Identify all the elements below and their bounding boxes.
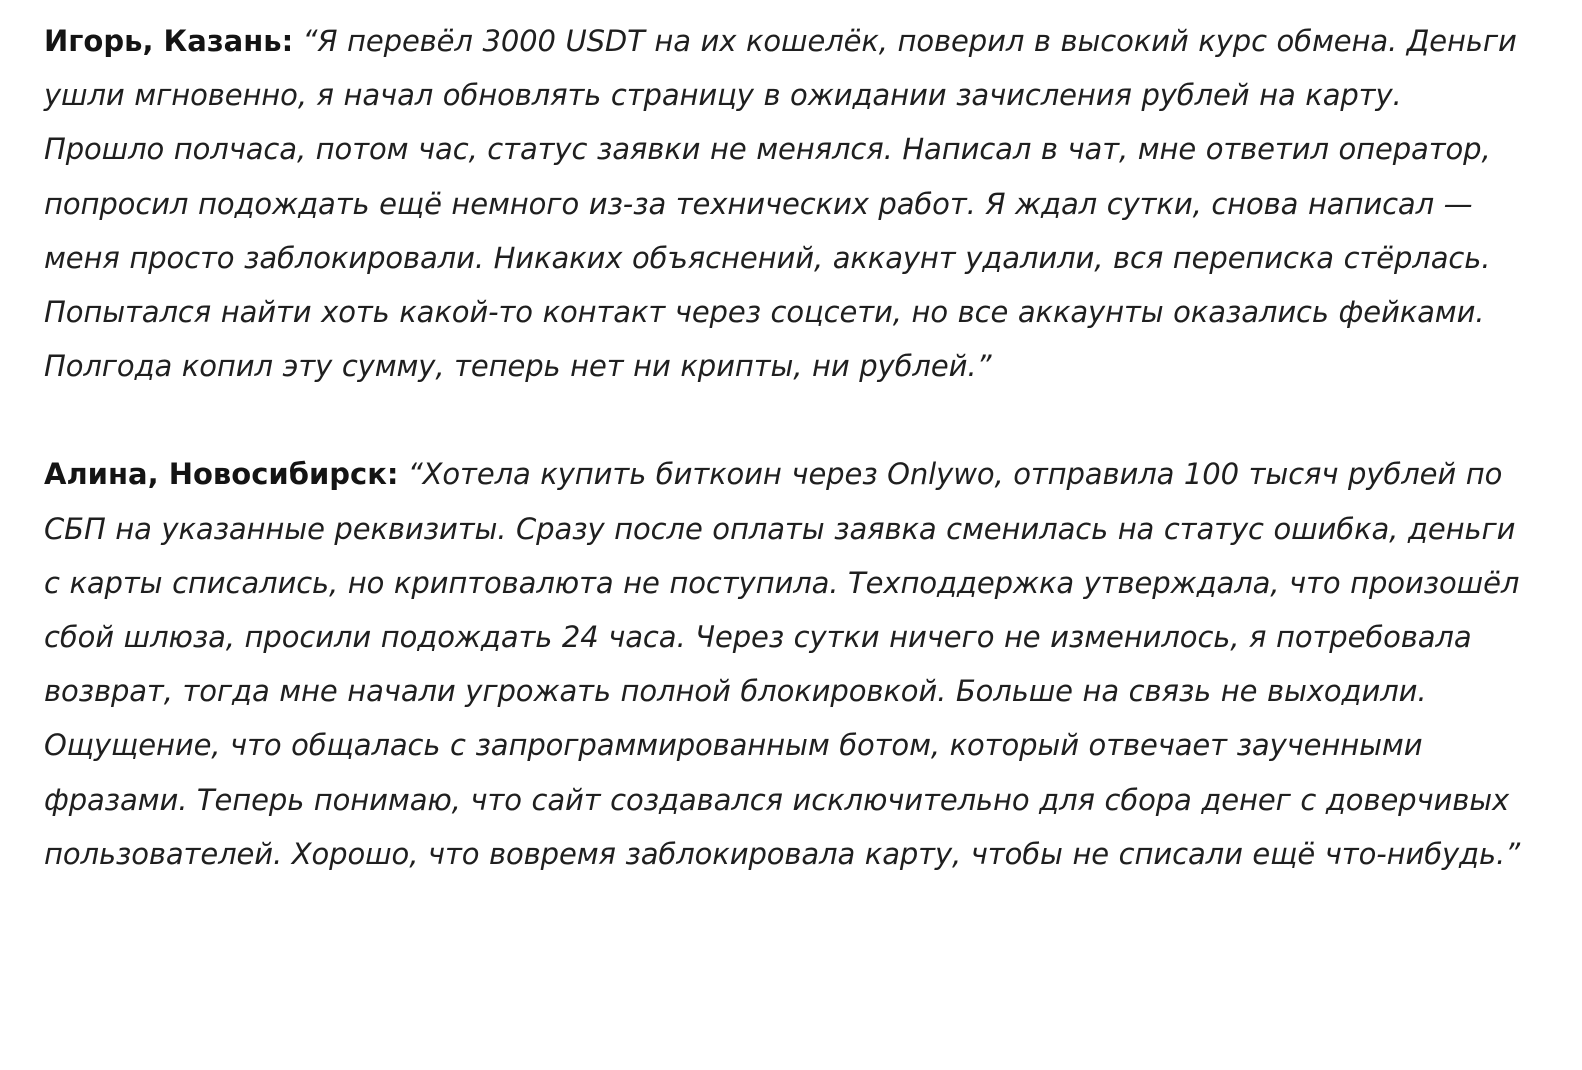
review-igor [44, 14, 1524, 393]
review-text: “Хотела купить биткоин через Onlywo, отправила 100 тысяч рублей по СБП на указанные реквизиты. Сразу после оплаты заявка сменилась на статус ошибка, деньги с карты списались, но криптовалюта не поступила. Техподдержка утверждала, что произошёл сбой шлюза, просили подождать 24 часа. Через сутки ничего не изменилось, я потребовала возврат, тогда мне начали угрожать полной блокировкой. Больше на связь не выходили. Ощущение, что общалась с запрограммированным ботом, который отвечает заученными фразами. Теперь понимаю, что сайт создавался исключительно для сбора денег с доверчивых пользователей. Хорошо, что вовремя заблокировала карту, чтобы не списали ещё что-нибудь.” [44, 457, 1521, 871]
review-author: Игорь, Казань: [44, 24, 294, 58]
review-text: “Я перевёл 3000 USDT на их кошелёк, поверил в высокий курс обмена. Деньги ушли мгновенно, я начал обновлять страницу в ожидании зачисления рублей на карту. Прошло полчаса, потом час, статус заявки не менялся. Написал в чат, мне ответил оператор, попросил подождать ещё немного из-за технических работ. Я ждал сутки, снова написал — меня просто заблокировали. Никаких объяснений, аккаунт удалили, вся переписка стёрлась. Попытался найти хоть какой-то контакт через соцсети, но все аккаунты оказались фейками. Полгода копил эту сумму, теперь нет ни крипты, ни рублей.” [44, 24, 1517, 384]
review-author: Алина, Новосибирск: [44, 457, 399, 492]
reviews-article [44, 14, 1524, 881]
review-alina [44, 447, 1524, 881]
